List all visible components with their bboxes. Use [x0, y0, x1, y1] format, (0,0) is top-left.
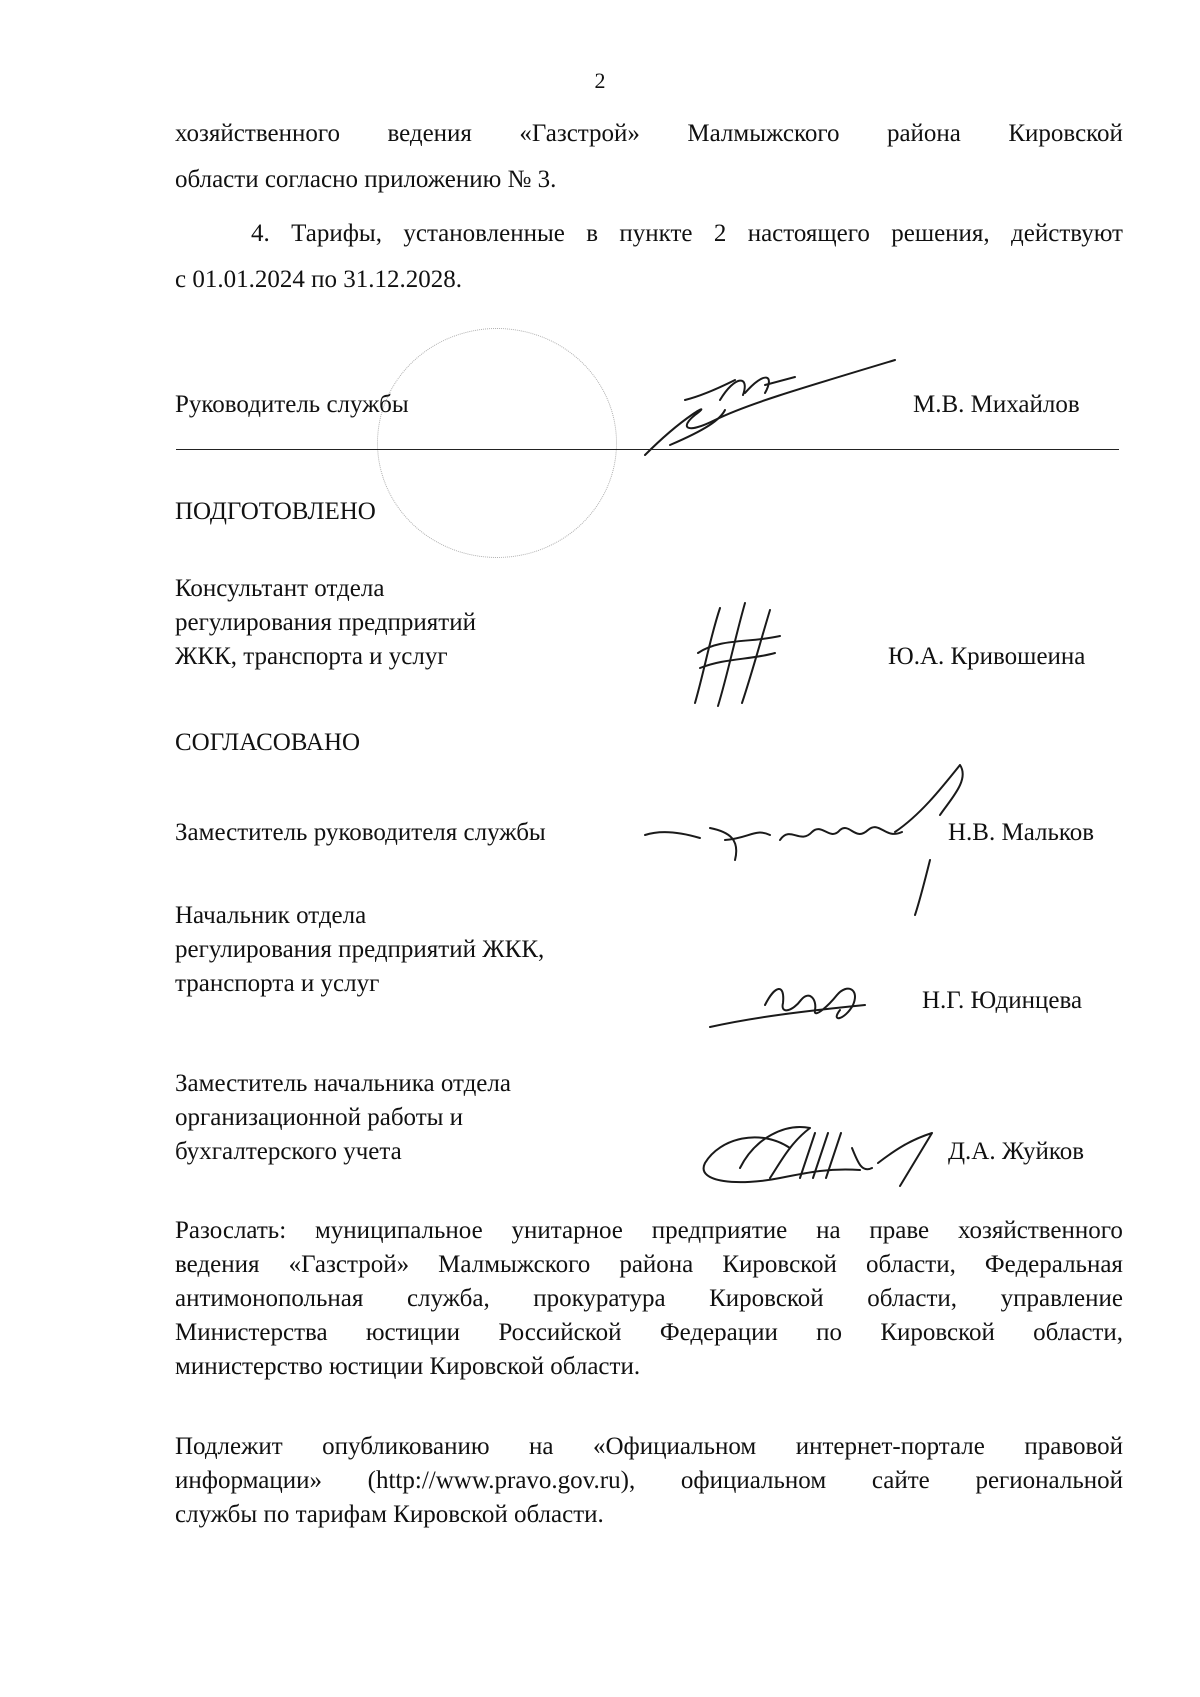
word: Кировской — [709, 1285, 824, 1312]
word: района — [886, 120, 961, 147]
head-signature — [625, 355, 905, 470]
signer-signature — [700, 1108, 940, 1188]
word: по — [816, 1319, 843, 1346]
paragraph-line: с 01.01.2024 по 31.12.2028. — [175, 266, 462, 293]
publication-line — [175, 1430, 1123, 1464]
prepared-name: Ю.А. Кривошеина — [888, 643, 1086, 670]
word: «Газстрой» — [519, 120, 640, 147]
word: хозяйственного — [175, 120, 340, 147]
word: области, — [866, 1251, 956, 1278]
distribution-line — [175, 1316, 1123, 1350]
word: унитарное — [511, 1217, 623, 1244]
word: Кировской — [722, 1251, 837, 1278]
word: настоящего — [747, 220, 870, 247]
word: Подлежит — [175, 1433, 283, 1460]
word: праве — [869, 1217, 930, 1244]
distribution-line: министерство юстиции Кировской области. — [175, 1353, 641, 1380]
page-number: 2 — [594, 68, 606, 93]
word: области, — [867, 1285, 958, 1312]
prepared-position-line: ЖКК, транспорта и услуг — [175, 643, 448, 670]
signer-name: Д.А. Жуйков — [948, 1138, 1085, 1165]
word: ведения — [175, 1251, 260, 1278]
word: Кировской — [1008, 120, 1123, 147]
prepared-position-line: Консультант отдела — [175, 575, 385, 602]
signer-position-line: регулирования предприятий ЖКК, — [175, 936, 545, 963]
word: Министерства — [175, 1319, 328, 1346]
word: Российской — [498, 1319, 622, 1346]
word: информации» — [175, 1467, 322, 1494]
signer-position-line: Начальник отдела — [175, 902, 367, 929]
word: ведения — [387, 120, 472, 147]
distribution-line — [175, 1214, 1123, 1248]
word: региональной — [975, 1467, 1123, 1494]
word: «Официальном — [592, 1433, 757, 1460]
word: на — [529, 1433, 554, 1460]
official-stamp — [377, 328, 617, 558]
word: интернет-портале — [795, 1433, 985, 1460]
word: 2 — [713, 220, 727, 247]
publication-line: службы по тарифам Кировской области. — [175, 1501, 604, 1528]
word: Федерации — [659, 1319, 778, 1346]
agreed-heading: СОГЛАСОВАНО — [175, 729, 361, 756]
word: юстиции — [365, 1319, 461, 1346]
signer-name: Н.Г. Юдинцева — [922, 987, 1083, 1014]
word: 4. — [251, 220, 270, 247]
word: служба, — [406, 1285, 490, 1312]
word: Разослать: — [175, 1217, 287, 1244]
word: на — [816, 1217, 841, 1244]
publication-line — [175, 1464, 1123, 1498]
word: действуют — [1011, 220, 1123, 247]
word: сайте — [871, 1467, 930, 1494]
paragraph-line — [251, 217, 1123, 251]
signer-position-line: организационной работы и — [175, 1104, 464, 1131]
signer-position-line: транспорта и услуг — [175, 970, 380, 997]
prepared-heading: ПОДГОТОВЛЕНО — [175, 498, 376, 525]
word: Кировской — [880, 1319, 995, 1346]
signer-signature — [705, 975, 875, 1035]
word: (http://www.pravo.gov.ru), — [367, 1467, 636, 1494]
word: управление — [1000, 1285, 1123, 1312]
word: официальном — [680, 1467, 827, 1494]
word: установленные — [403, 220, 565, 247]
word: пункте — [619, 220, 693, 247]
word: хозяйственного — [957, 1217, 1123, 1244]
word: антимонопольная — [175, 1285, 364, 1312]
divider-line — [176, 449, 1119, 450]
word: муниципальное — [314, 1217, 483, 1244]
word: решения, — [891, 220, 990, 247]
signer-position-line: Заместитель начальника отдела — [175, 1070, 511, 1097]
word: Тарифы, — [291, 220, 382, 247]
signer-name: Н.В. Мальков — [948, 819, 1095, 846]
word: Малмыжского — [438, 1251, 591, 1278]
word: правовой — [1024, 1433, 1123, 1460]
distribution-line — [175, 1282, 1123, 1316]
paragraph-line — [175, 117, 1123, 151]
paragraph-line: области согласно приложению № 3. — [175, 166, 557, 193]
signer-position-line: Заместитель руководителя службы — [175, 819, 546, 846]
word: «Газстрой» — [288, 1251, 410, 1278]
word: Малмыжского — [687, 120, 840, 147]
signer-position-line: бухгалтерского учета — [175, 1138, 402, 1165]
signer-signature — [640, 760, 980, 920]
word: в — [586, 220, 599, 247]
word: Федеральная — [984, 1251, 1123, 1278]
word: прокуратура — [533, 1285, 666, 1312]
distribution-line — [175, 1248, 1123, 1282]
word: опубликованию — [322, 1433, 490, 1460]
word: предприятие — [651, 1217, 788, 1244]
head-position: Руководитель службы — [175, 391, 409, 418]
prepared-signature — [690, 598, 785, 713]
word: области, — [1033, 1319, 1123, 1346]
prepared-position-line: регулирования предприятий — [175, 609, 476, 636]
word: района — [619, 1251, 694, 1278]
head-name: М.В. Михайлов — [913, 391, 1080, 418]
